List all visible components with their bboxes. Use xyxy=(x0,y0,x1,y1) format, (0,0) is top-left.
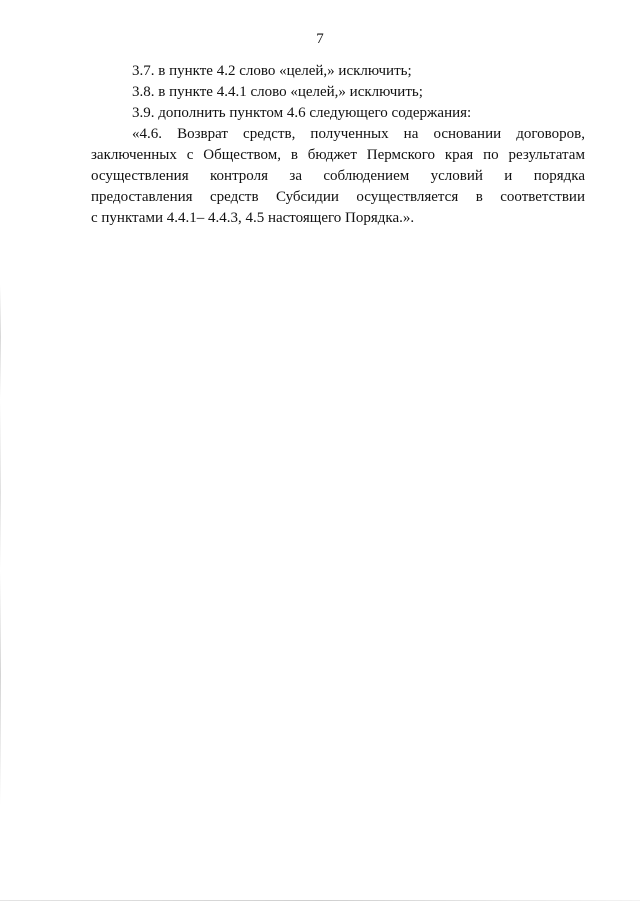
quote-word: основании xyxy=(433,126,502,142)
quote-word: предоставления xyxy=(91,189,193,205)
quote-word: порядка xyxy=(533,168,585,184)
quote-word: за xyxy=(289,168,302,184)
amendment-item-3-8: 3.8. в пункте 4.4.1 слово «целей,» исключить; xyxy=(132,84,423,100)
quote-word: на xyxy=(403,126,419,142)
quote-line-5: с пунктами 4.4.1– 4.4.3, 4.5 настоящего Порядка.». xyxy=(91,210,415,226)
quote-line-1 xyxy=(91,124,585,145)
quote-word: средств, xyxy=(243,126,296,142)
quote-word: заключенных xyxy=(91,147,177,163)
amendment-item-3-9: 3.9. дополнить пунктом 4.6 следующего содержания: xyxy=(132,105,472,121)
quote-word: Пермского xyxy=(366,147,435,163)
quote-word: бюджет xyxy=(307,147,357,163)
quote-word: соблюдением xyxy=(323,168,410,184)
quote-word: условий xyxy=(430,168,483,184)
quote-word: средств xyxy=(209,189,259,205)
quote-word: результатам xyxy=(508,147,585,163)
quote-word: с xyxy=(186,147,194,163)
quote-word: осуществления xyxy=(91,168,189,184)
quote-word: осуществляется xyxy=(356,189,459,205)
quote-word: по xyxy=(483,147,499,163)
scan-artifact-left xyxy=(0,285,1,805)
quote-word: края xyxy=(444,147,474,163)
quote-word: соответствии xyxy=(500,189,585,205)
quote-word: и xyxy=(504,168,513,184)
quote-word: «4.6. xyxy=(132,126,162,142)
quote-word: в xyxy=(475,189,483,205)
quote-word: контроля xyxy=(210,168,268,184)
quote-line-2 xyxy=(91,145,585,166)
quote-line-4 xyxy=(91,187,585,208)
amendment-item-3-7: 3.7. в пункте 4.2 слово «целей,» исключить; xyxy=(132,63,412,79)
quote-word: в xyxy=(290,147,298,163)
scan-artifact-bottom xyxy=(0,900,640,901)
quote-line-3 xyxy=(91,166,585,187)
quote-word: Субсидии xyxy=(275,189,339,205)
quote-word: Возврат xyxy=(177,126,228,142)
amendment-text xyxy=(91,61,585,229)
quote-word: договоров, xyxy=(516,126,585,142)
quote-word: Обществом, xyxy=(203,147,281,163)
quote-word: полученных xyxy=(310,126,389,142)
page-number: 7 xyxy=(316,31,324,47)
